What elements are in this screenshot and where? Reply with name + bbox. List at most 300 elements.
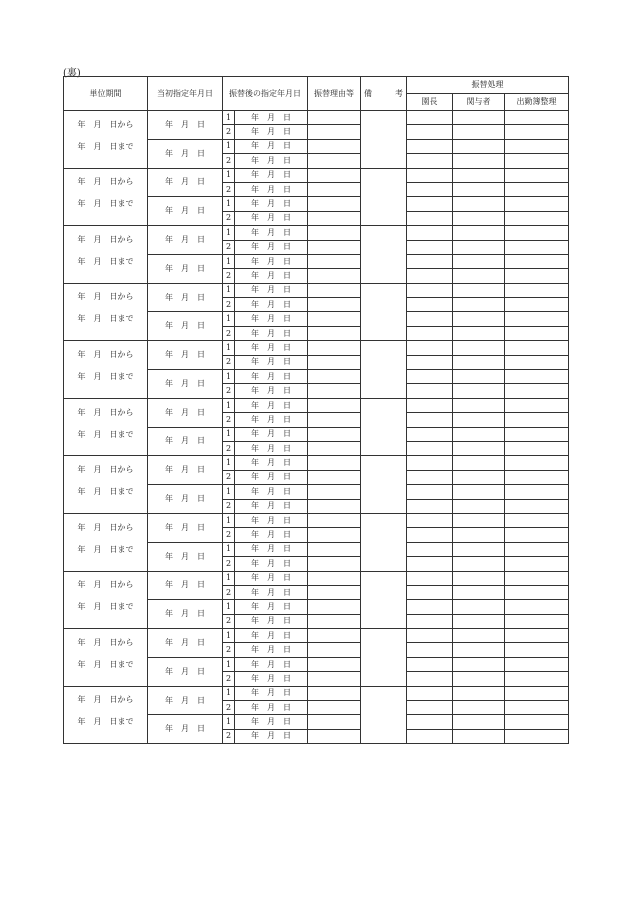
reason-cell[interactable] xyxy=(308,125,361,139)
slot-number: 1 xyxy=(223,427,235,441)
staff-cell[interactable] xyxy=(453,326,505,340)
attendance-cell[interactable] xyxy=(505,485,569,499)
period-from: 年 月 日から xyxy=(77,119,134,129)
attendance-cell[interactable] xyxy=(505,427,569,441)
principal-cell[interactable] xyxy=(407,542,453,556)
new-date-cell[interactable]: 年 月 日 xyxy=(235,729,308,743)
new-date-cell[interactable]: 年 月 日 xyxy=(235,111,308,125)
slot-number: 1 xyxy=(223,139,235,153)
slot-number: 1 xyxy=(223,111,235,125)
staff-cell[interactable] xyxy=(453,571,505,585)
staff-cell[interactable] xyxy=(453,686,505,700)
new-date-cell[interactable]: 年 月 日 xyxy=(235,427,308,441)
principal-cell[interactable] xyxy=(407,715,453,729)
notes-cell[interactable] xyxy=(361,341,407,399)
new-date-cell[interactable]: 年 月 日 xyxy=(235,125,308,139)
notes-cell[interactable] xyxy=(361,168,407,226)
staff-cell[interactable] xyxy=(453,197,505,211)
period-cell[interactable] xyxy=(64,456,148,514)
slot-number: 1 xyxy=(223,283,235,297)
principal-cell[interactable] xyxy=(407,485,453,499)
staff-cell[interactable] xyxy=(453,298,505,312)
original-date-cell[interactable]: 年 月 日 xyxy=(148,341,223,370)
staff-cell[interactable] xyxy=(453,413,505,427)
principal-cell[interactable] xyxy=(407,240,453,254)
attendance-cell[interactable] xyxy=(505,657,569,671)
original-date-cell[interactable]: 年 月 日 xyxy=(148,657,223,686)
period-cell[interactable] xyxy=(64,341,148,399)
period-cell[interactable] xyxy=(64,398,148,456)
reason-cell[interactable] xyxy=(308,384,361,398)
original-date-cell[interactable]: 年 月 日 xyxy=(148,312,223,341)
principal-cell[interactable] xyxy=(407,154,453,168)
principal-cell[interactable] xyxy=(407,226,453,240)
new-date-cell[interactable]: 年 月 日 xyxy=(235,139,308,153)
period-cell[interactable] xyxy=(64,226,148,284)
reason-cell[interactable] xyxy=(308,298,361,312)
principal-cell[interactable] xyxy=(407,182,453,196)
new-date-cell[interactable]: 年 月 日 xyxy=(235,168,308,182)
reason-cell[interactable] xyxy=(308,168,361,182)
principal-cell[interactable] xyxy=(407,614,453,628)
reason-cell[interactable] xyxy=(308,269,361,283)
principal-cell[interactable] xyxy=(407,298,453,312)
staff-cell[interactable] xyxy=(453,427,505,441)
original-date-cell[interactable]: 年 月 日 xyxy=(148,715,223,744)
table-row xyxy=(64,571,569,585)
period-until: 年 月 日まで xyxy=(77,314,134,324)
new-date-cell[interactable]: 年 月 日 xyxy=(235,542,308,556)
reason-cell[interactable] xyxy=(308,542,361,556)
notes-cell[interactable] xyxy=(361,111,407,169)
principal-cell[interactable] xyxy=(407,269,453,283)
principal-cell[interactable] xyxy=(407,197,453,211)
new-date-cell[interactable]: 年 月 日 xyxy=(235,715,308,729)
table-row xyxy=(64,341,569,355)
staff-cell[interactable] xyxy=(453,125,505,139)
original-date-cell[interactable]: 年 月 日 xyxy=(148,168,223,197)
attendance-cell[interactable] xyxy=(505,240,569,254)
period-until: 年 月 日まで xyxy=(77,199,134,209)
attendance-cell[interactable] xyxy=(505,355,569,369)
staff-cell[interactable] xyxy=(453,182,505,196)
staff-cell[interactable] xyxy=(453,499,505,513)
attendance-cell[interactable] xyxy=(505,269,569,283)
attendance-cell[interactable] xyxy=(505,499,569,513)
attendance-cell[interactable] xyxy=(505,571,569,585)
period-until: 年 月 日まで xyxy=(77,659,134,669)
period-until: 年 月 日まで xyxy=(77,256,134,266)
new-date-cell[interactable]: 年 月 日 xyxy=(235,211,308,225)
new-date-cell[interactable]: 年 月 日 xyxy=(235,643,308,657)
reason-cell[interactable] xyxy=(308,513,361,527)
slot-number: 2 xyxy=(223,125,235,139)
new-date-cell[interactable]: 年 月 日 xyxy=(235,341,308,355)
reason-cell[interactable] xyxy=(308,370,361,384)
attendance-cell[interactable] xyxy=(505,470,569,484)
principal-cell[interactable] xyxy=(407,139,453,153)
header-notes-right: 考 xyxy=(395,88,403,98)
slot-number: 1 xyxy=(223,226,235,240)
reason-cell[interactable] xyxy=(308,499,361,513)
reason-cell[interactable] xyxy=(308,485,361,499)
staff-cell[interactable] xyxy=(453,168,505,182)
notes-cell[interactable] xyxy=(361,686,407,744)
attendance-cell[interactable] xyxy=(505,413,569,427)
reason-cell[interactable] xyxy=(308,139,361,153)
notes-cell[interactable] xyxy=(361,571,407,629)
reason-cell[interactable] xyxy=(308,226,361,240)
reason-cell[interactable] xyxy=(308,154,361,168)
new-date-cell[interactable]: 年 月 日 xyxy=(235,312,308,326)
slot-number: 2 xyxy=(223,240,235,254)
original-date-cell[interactable]: 年 月 日 xyxy=(148,283,223,312)
principal-cell[interactable] xyxy=(407,326,453,340)
new-date-cell[interactable]: 年 月 日 xyxy=(235,499,308,513)
new-date-cell[interactable]: 年 月 日 xyxy=(235,614,308,628)
slot-number: 1 xyxy=(223,485,235,499)
original-date-cell[interactable]: 年 月 日 xyxy=(148,197,223,226)
reason-cell[interactable] xyxy=(308,672,361,686)
attendance-cell[interactable] xyxy=(505,182,569,196)
attendance-cell[interactable] xyxy=(505,298,569,312)
new-date-cell[interactable]: 年 月 日 xyxy=(235,240,308,254)
principal-cell[interactable] xyxy=(407,729,453,743)
original-date-cell[interactable]: 年 月 日 xyxy=(148,571,223,600)
principal-cell[interactable] xyxy=(407,384,453,398)
attendance-cell[interactable] xyxy=(505,672,569,686)
attendance-cell[interactable] xyxy=(505,686,569,700)
attendance-cell[interactable] xyxy=(505,701,569,715)
staff-cell[interactable] xyxy=(453,715,505,729)
reason-cell[interactable] xyxy=(308,240,361,254)
principal-cell[interactable] xyxy=(407,585,453,599)
attendance-cell[interactable] xyxy=(505,283,569,297)
reason-cell[interactable] xyxy=(308,571,361,585)
notes-cell[interactable] xyxy=(361,629,407,687)
slot-number: 2 xyxy=(223,326,235,340)
period-from: 年 月 日から xyxy=(77,350,134,360)
attendance-cell[interactable] xyxy=(505,226,569,240)
principal-cell[interactable] xyxy=(407,600,453,614)
new-date-cell[interactable]: 年 月 日 xyxy=(235,355,308,369)
reason-cell[interactable] xyxy=(308,427,361,441)
new-date-cell[interactable]: 年 月 日 xyxy=(235,629,308,643)
attendance-cell[interactable] xyxy=(505,312,569,326)
staff-cell[interactable] xyxy=(453,672,505,686)
staff-cell[interactable] xyxy=(453,470,505,484)
original-date-cell[interactable]: 年 月 日 xyxy=(148,427,223,456)
header-staff: 関与者 xyxy=(453,94,505,111)
reason-cell[interactable] xyxy=(308,557,361,571)
attendance-cell[interactable] xyxy=(505,441,569,455)
attendance-cell[interactable] xyxy=(505,254,569,268)
attendance-cell[interactable] xyxy=(505,341,569,355)
attendance-cell[interactable] xyxy=(505,211,569,225)
new-date-cell[interactable]: 年 月 日 xyxy=(235,600,308,614)
reason-cell[interactable] xyxy=(308,686,361,700)
new-date-cell[interactable]: 年 月 日 xyxy=(235,513,308,527)
principal-cell[interactable] xyxy=(407,254,453,268)
attendance-cell[interactable] xyxy=(505,715,569,729)
attendance-cell[interactable] xyxy=(505,729,569,743)
attendance-cell[interactable] xyxy=(505,154,569,168)
table-row xyxy=(64,168,569,182)
reason-cell[interactable] xyxy=(308,326,361,340)
slot-number: 2 xyxy=(223,585,235,599)
reason-cell[interactable] xyxy=(308,111,361,125)
principal-cell[interactable] xyxy=(407,312,453,326)
notes-cell[interactable] xyxy=(361,513,407,571)
new-date-cell[interactable]: 年 月 日 xyxy=(235,226,308,240)
staff-cell[interactable] xyxy=(453,528,505,542)
reason-cell[interactable] xyxy=(308,657,361,671)
staff-cell[interactable] xyxy=(453,513,505,527)
staff-cell[interactable] xyxy=(453,629,505,643)
slot-number: 1 xyxy=(223,513,235,527)
reason-cell[interactable] xyxy=(308,701,361,715)
reason-cell[interactable] xyxy=(308,456,361,470)
new-date-cell[interactable]: 年 月 日 xyxy=(235,298,308,312)
new-date-cell[interactable]: 年 月 日 xyxy=(235,585,308,599)
original-date-cell[interactable]: 年 月 日 xyxy=(148,542,223,571)
new-date-cell[interactable]: 年 月 日 xyxy=(235,370,308,384)
staff-cell[interactable] xyxy=(453,614,505,628)
table-row xyxy=(64,513,569,527)
attendance-cell[interactable] xyxy=(505,197,569,211)
principal-cell[interactable] xyxy=(407,643,453,657)
staff-cell[interactable] xyxy=(453,283,505,297)
principal-cell[interactable] xyxy=(407,370,453,384)
staff-cell[interactable] xyxy=(453,139,505,153)
principal-cell[interactable] xyxy=(407,513,453,527)
staff-cell[interactable] xyxy=(453,557,505,571)
staff-cell[interactable] xyxy=(453,729,505,743)
principal-cell[interactable] xyxy=(407,672,453,686)
reason-cell[interactable] xyxy=(308,614,361,628)
principal-cell[interactable] xyxy=(407,355,453,369)
staff-cell[interactable] xyxy=(453,312,505,326)
period-from: 年 月 日から xyxy=(77,637,134,647)
original-date-cell[interactable]: 年 月 日 xyxy=(148,456,223,485)
staff-cell[interactable] xyxy=(453,111,505,125)
principal-cell[interactable] xyxy=(407,427,453,441)
attendance-cell[interactable] xyxy=(505,585,569,599)
original-date-cell[interactable]: 年 月 日 xyxy=(148,600,223,629)
attendance-cell[interactable] xyxy=(505,629,569,643)
principal-cell[interactable] xyxy=(407,341,453,355)
table-row xyxy=(64,226,569,240)
staff-cell[interactable] xyxy=(453,226,505,240)
reason-cell[interactable] xyxy=(308,528,361,542)
new-date-cell[interactable]: 年 月 日 xyxy=(235,701,308,715)
slot-number: 2 xyxy=(223,441,235,455)
original-date-cell[interactable]: 年 月 日 xyxy=(148,686,223,715)
staff-cell[interactable] xyxy=(453,154,505,168)
slot-number: 2 xyxy=(223,557,235,571)
new-date-cell[interactable]: 年 月 日 xyxy=(235,413,308,427)
period-cell[interactable] xyxy=(64,513,148,571)
original-date-cell[interactable]: 年 月 日 xyxy=(148,485,223,514)
principal-cell[interactable] xyxy=(407,528,453,542)
original-date-cell[interactable]: 年 月 日 xyxy=(148,398,223,427)
original-date-cell[interactable]: 年 月 日 xyxy=(148,226,223,255)
new-date-cell[interactable]: 年 月 日 xyxy=(235,528,308,542)
attendance-cell[interactable] xyxy=(505,139,569,153)
staff-cell[interactable] xyxy=(453,456,505,470)
attendance-cell[interactable] xyxy=(505,513,569,527)
slot-number: 2 xyxy=(223,701,235,715)
original-date-cell[interactable]: 年 月 日 xyxy=(148,370,223,399)
new-date-cell[interactable]: 年 月 日 xyxy=(235,326,308,340)
new-date-cell[interactable]: 年 月 日 xyxy=(235,470,308,484)
notes-cell[interactable] xyxy=(361,456,407,514)
new-date-cell[interactable]: 年 月 日 xyxy=(235,197,308,211)
staff-cell[interactable] xyxy=(453,398,505,412)
reason-cell[interactable] xyxy=(308,715,361,729)
new-date-cell[interactable]: 年 月 日 xyxy=(235,154,308,168)
period-cell[interactable] xyxy=(64,629,148,687)
reason-cell[interactable] xyxy=(308,355,361,369)
slot-number: 1 xyxy=(223,312,235,326)
reason-cell[interactable] xyxy=(308,585,361,599)
original-date-cell[interactable]: 年 月 日 xyxy=(148,254,223,283)
principal-cell[interactable] xyxy=(407,499,453,513)
period-cell[interactable] xyxy=(64,686,148,744)
reason-cell[interactable] xyxy=(308,600,361,614)
reason-cell[interactable] xyxy=(308,413,361,427)
principal-cell[interactable] xyxy=(407,456,453,470)
slot-number: 2 xyxy=(223,154,235,168)
staff-cell[interactable] xyxy=(453,211,505,225)
new-date-cell[interactable]: 年 月 日 xyxy=(235,657,308,671)
slot-number: 2 xyxy=(223,528,235,542)
staff-cell[interactable] xyxy=(453,542,505,556)
reason-cell[interactable] xyxy=(308,312,361,326)
new-date-cell[interactable]: 年 月 日 xyxy=(235,441,308,455)
attendance-cell[interactable] xyxy=(505,557,569,571)
notes-cell[interactable] xyxy=(361,398,407,456)
new-date-cell[interactable]: 年 月 日 xyxy=(235,557,308,571)
new-date-cell[interactable]: 年 月 日 xyxy=(235,686,308,700)
reason-cell[interactable] xyxy=(308,441,361,455)
staff-cell[interactable] xyxy=(453,240,505,254)
principal-cell[interactable] xyxy=(407,470,453,484)
attendance-cell[interactable] xyxy=(505,600,569,614)
principal-cell[interactable] xyxy=(407,168,453,182)
principal-cell[interactable] xyxy=(407,441,453,455)
new-date-cell[interactable]: 年 月 日 xyxy=(235,254,308,268)
reason-cell[interactable] xyxy=(308,254,361,268)
new-date-cell[interactable]: 年 月 日 xyxy=(235,269,308,283)
staff-cell[interactable] xyxy=(453,657,505,671)
new-date-cell[interactable]: 年 月 日 xyxy=(235,384,308,398)
new-date-cell[interactable]: 年 月 日 xyxy=(235,571,308,585)
principal-cell[interactable] xyxy=(407,657,453,671)
slot-number: 2 xyxy=(223,672,235,686)
slot-number: 1 xyxy=(223,254,235,268)
new-date-cell[interactable]: 年 月 日 xyxy=(235,182,308,196)
principal-cell[interactable] xyxy=(407,571,453,585)
principal-cell[interactable] xyxy=(407,125,453,139)
original-date-cell[interactable]: 年 月 日 xyxy=(148,513,223,542)
principal-cell[interactable] xyxy=(407,283,453,297)
reason-cell[interactable] xyxy=(308,398,361,412)
attendance-cell[interactable] xyxy=(505,398,569,412)
attendance-cell[interactable] xyxy=(505,456,569,470)
table-row xyxy=(64,283,569,297)
reason-cell[interactable] xyxy=(308,643,361,657)
staff-cell[interactable] xyxy=(453,254,505,268)
staff-cell[interactable] xyxy=(453,370,505,384)
header-reason: 振替理由等 xyxy=(308,77,361,111)
original-date-cell[interactable]: 年 月 日 xyxy=(148,111,223,140)
reason-cell[interactable] xyxy=(308,729,361,743)
attendance-cell[interactable] xyxy=(505,168,569,182)
principal-cell[interactable] xyxy=(407,211,453,225)
principal-cell[interactable] xyxy=(407,629,453,643)
attendance-cell[interactable] xyxy=(505,111,569,125)
attendance-cell[interactable] xyxy=(505,326,569,340)
attendance-cell[interactable] xyxy=(505,542,569,556)
principal-cell[interactable] xyxy=(407,557,453,571)
principal-cell[interactable] xyxy=(407,701,453,715)
period-cell[interactable] xyxy=(64,168,148,226)
staff-cell[interactable] xyxy=(453,585,505,599)
principal-cell[interactable] xyxy=(407,111,453,125)
new-date-cell[interactable]: 年 月 日 xyxy=(235,398,308,412)
original-date-cell[interactable]: 年 月 日 xyxy=(148,139,223,168)
period-cell[interactable] xyxy=(64,571,148,629)
transfer-record-table xyxy=(63,76,569,744)
reason-cell[interactable] xyxy=(308,629,361,643)
staff-cell[interactable] xyxy=(453,441,505,455)
attendance-cell[interactable] xyxy=(505,643,569,657)
reason-cell[interactable] xyxy=(308,182,361,196)
principal-cell[interactable] xyxy=(407,413,453,427)
principal-cell[interactable] xyxy=(407,686,453,700)
reason-cell[interactable] xyxy=(308,470,361,484)
staff-cell[interactable] xyxy=(453,485,505,499)
attendance-cell[interactable] xyxy=(505,370,569,384)
reason-cell[interactable] xyxy=(308,341,361,355)
attendance-cell[interactable] xyxy=(505,125,569,139)
attendance-cell[interactable] xyxy=(505,614,569,628)
staff-cell[interactable] xyxy=(453,355,505,369)
attendance-cell[interactable] xyxy=(505,528,569,542)
principal-cell[interactable] xyxy=(407,398,453,412)
notes-cell[interactable] xyxy=(361,283,407,341)
reason-cell[interactable] xyxy=(308,283,361,297)
staff-cell[interactable] xyxy=(453,341,505,355)
period-cell[interactable] xyxy=(64,283,148,341)
new-date-cell[interactable]: 年 月 日 xyxy=(235,283,308,297)
reason-cell[interactable] xyxy=(308,211,361,225)
staff-cell[interactable] xyxy=(453,269,505,283)
staff-cell[interactable] xyxy=(453,701,505,715)
new-date-cell[interactable]: 年 月 日 xyxy=(235,456,308,470)
staff-cell[interactable] xyxy=(453,384,505,398)
new-date-cell[interactable]: 年 月 日 xyxy=(235,485,308,499)
notes-cell[interactable] xyxy=(361,226,407,284)
staff-cell[interactable] xyxy=(453,643,505,657)
new-date-cell[interactable]: 年 月 日 xyxy=(235,672,308,686)
attendance-cell[interactable] xyxy=(505,384,569,398)
original-date-cell[interactable]: 年 月 日 xyxy=(148,629,223,658)
reason-cell[interactable] xyxy=(308,197,361,211)
period-cell[interactable] xyxy=(64,111,148,169)
staff-cell[interactable] xyxy=(453,600,505,614)
